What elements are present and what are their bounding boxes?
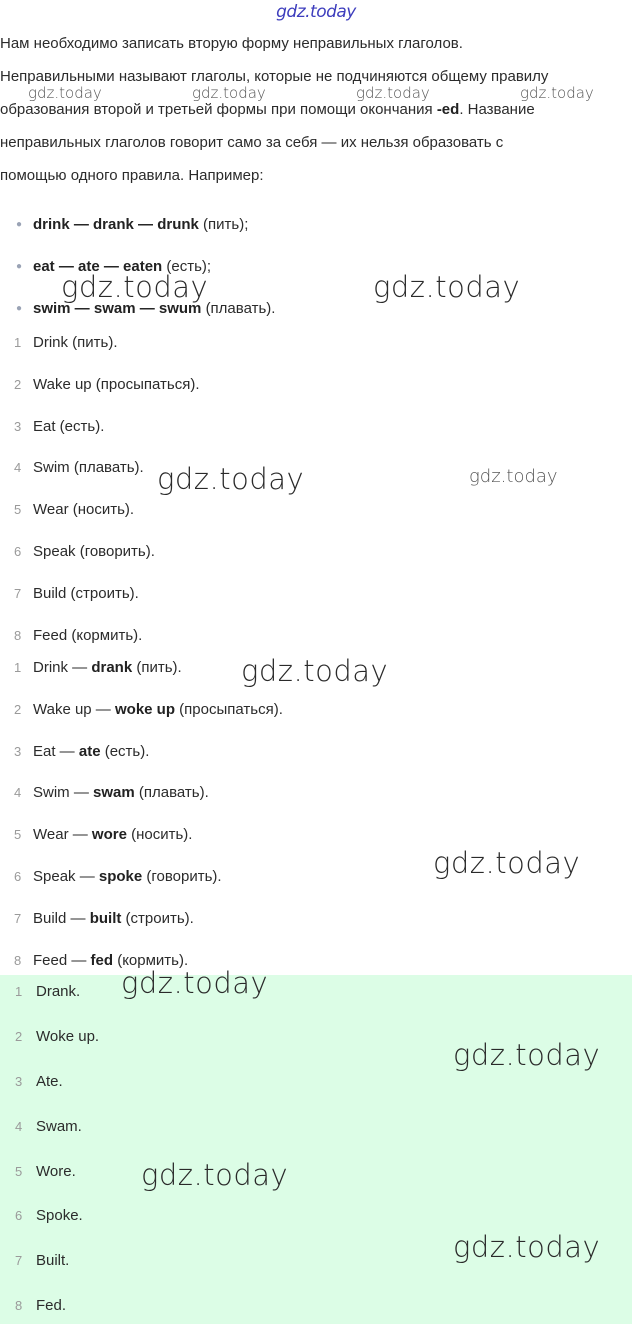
- item-number: 1: [14, 335, 22, 350]
- item-text: Woke up.: [36, 1027, 100, 1045]
- list-item: [0, 497, 620, 539]
- item-number: 7: [14, 585, 22, 601]
- base-form: Wear —: [33, 826, 88, 844]
- translation: (кормить).: [117, 951, 189, 969]
- watermark: gdz.today: [356, 84, 430, 102]
- answer-list: [0, 975, 620, 1334]
- verb-forms: drink — drank — drunk: [33, 216, 199, 233]
- item-text: Drink (пить).: [33, 334, 118, 351]
- list-item: [0, 780, 620, 822]
- watermark: gdz.today: [157, 462, 305, 496]
- bullet-icon: ●: [16, 261, 23, 272]
- list-item: [0, 414, 620, 456]
- list-item: [0, 330, 620, 372]
- intro-line: Неправильными называют глаголы, которые не подчиняются общему правилу: [0, 68, 549, 85]
- watermark: gdz.today: [61, 270, 209, 304]
- item-number: 5: [14, 827, 22, 843]
- verb-pairs-list: [0, 655, 620, 989]
- list-item: [0, 1289, 620, 1334]
- item-number: 4: [14, 785, 22, 801]
- base-form: Eat —: [33, 742, 75, 760]
- watermark: gdz.today: [453, 1038, 601, 1072]
- past-form: ate: [78, 742, 101, 760]
- list-item: [0, 1110, 620, 1155]
- list-item: [0, 581, 620, 623]
- watermark: gdz.today: [453, 1230, 601, 1264]
- item-number: 2: [15, 1028, 23, 1044]
- item-text: Eat (есть).: [33, 417, 105, 435]
- past-form: swam: [93, 784, 135, 802]
- item-number: 4: [14, 460, 22, 476]
- item-text: Feed (кормить).: [33, 626, 143, 644]
- item-number: 1: [15, 984, 23, 999]
- list-item: [0, 906, 620, 948]
- item-number: 5: [14, 502, 22, 518]
- item-text: Swam.: [36, 1117, 82, 1135]
- item-text: Built.: [36, 1252, 70, 1270]
- base-form: Speak —: [33, 867, 95, 885]
- intro-line: Нам необходимо записать вторую форму неправильных глаголов.: [0, 35, 463, 52]
- item-number: 4: [15, 1118, 23, 1134]
- watermark: gdz.today: [192, 84, 266, 102]
- watermark: gdz.today: [373, 270, 521, 304]
- intro-paragraph: [0, 32, 628, 197]
- translation: (плавать).: [138, 784, 209, 802]
- item-number: 8: [14, 627, 22, 643]
- translation: (плавать).: [205, 300, 276, 317]
- item-text: Drank.: [36, 983, 81, 1000]
- list-item: [0, 372, 620, 414]
- list-item: [0, 697, 620, 739]
- bullet-icon: ●: [16, 303, 23, 314]
- bullet-icon: ●: [16, 219, 23, 230]
- answer-box: [0, 975, 632, 1324]
- item-number: 5: [15, 1163, 23, 1179]
- base-form: Feed —: [33, 951, 87, 969]
- watermark: gdz.today: [28, 84, 102, 102]
- watermark: gdz.today: [433, 846, 581, 880]
- item-number: 3: [14, 418, 22, 434]
- base-form: Build —: [33, 909, 86, 927]
- item-number: 8: [15, 1298, 23, 1314]
- watermark: gdz.today: [141, 1158, 289, 1192]
- past-form: built: [89, 909, 122, 927]
- item-number: 3: [14, 743, 22, 759]
- item-number: 6: [14, 868, 22, 884]
- item-text: Build (строить).: [33, 584, 139, 602]
- item-number: 6: [15, 1208, 23, 1224]
- item-text: Wore.: [36, 1162, 76, 1180]
- past-form: drank: [91, 659, 133, 676]
- intro-line: неправильных глаголов говорит само за себя — их нельзя образовать с: [0, 134, 504, 151]
- item-text: Speak (говорить).: [33, 542, 155, 560]
- item-text: Fed.: [36, 1297, 67, 1315]
- item-number: 8: [14, 952, 22, 968]
- watermark: gdz.today: [520, 84, 594, 102]
- base-form: Wake up —: [33, 700, 111, 718]
- item-text: Wake up (просыпаться).: [33, 375, 200, 393]
- list-item: [0, 212, 620, 254]
- past-form: wore: [91, 826, 127, 844]
- item-text: Spoke.: [36, 1207, 83, 1225]
- watermark: gdz.today: [241, 654, 389, 688]
- base-form: Drink —: [33, 659, 88, 676]
- item-number: 2: [14, 701, 22, 717]
- item-number: 7: [15, 1253, 23, 1269]
- translation: (строить).: [125, 909, 194, 927]
- list-item: [0, 539, 620, 581]
- verb-list: [0, 330, 620, 664]
- translation: (пить);: [203, 216, 249, 233]
- item-text: Swim (плавать).: [33, 459, 144, 477]
- translation: (есть);: [166, 258, 212, 275]
- item-number: 7: [14, 910, 22, 926]
- watermark: gdz.today: [469, 466, 558, 487]
- item-number: 6: [14, 543, 22, 559]
- suffix-highlight: -ed: [436, 101, 460, 118]
- translation: (говорить).: [146, 867, 222, 885]
- verb-forms: eat — ate — eaten: [33, 258, 163, 275]
- list-item: [0, 975, 620, 1020]
- intro-line: образования второй и третьей формы при помощи окончания -ed. Название: [0, 101, 535, 118]
- list-item: [0, 739, 620, 781]
- item-text: Wear (носить).: [33, 501, 135, 519]
- past-form: spoke: [98, 867, 143, 885]
- translation: (носить).: [131, 826, 193, 844]
- item-text: Ate.: [36, 1072, 63, 1090]
- item-number: 2: [14, 376, 22, 392]
- translation: (пить).: [136, 659, 182, 676]
- translation: (просыпаться).: [179, 700, 283, 718]
- past-form: woke up: [114, 700, 175, 718]
- watermark: gdz.today: [121, 966, 269, 1000]
- intro-line: помощью одного правила. Например:: [0, 167, 264, 184]
- item-number: 3: [15, 1073, 23, 1089]
- base-form: Swim —: [33, 784, 89, 802]
- site-logo[interactable]: gdz.today: [276, 2, 356, 22]
- translation: (есть).: [104, 742, 150, 760]
- list-item: [0, 1155, 620, 1200]
- item-number: 1: [14, 660, 22, 675]
- verb-forms: swim — swam — swum: [33, 300, 202, 317]
- past-form: fed: [90, 951, 114, 969]
